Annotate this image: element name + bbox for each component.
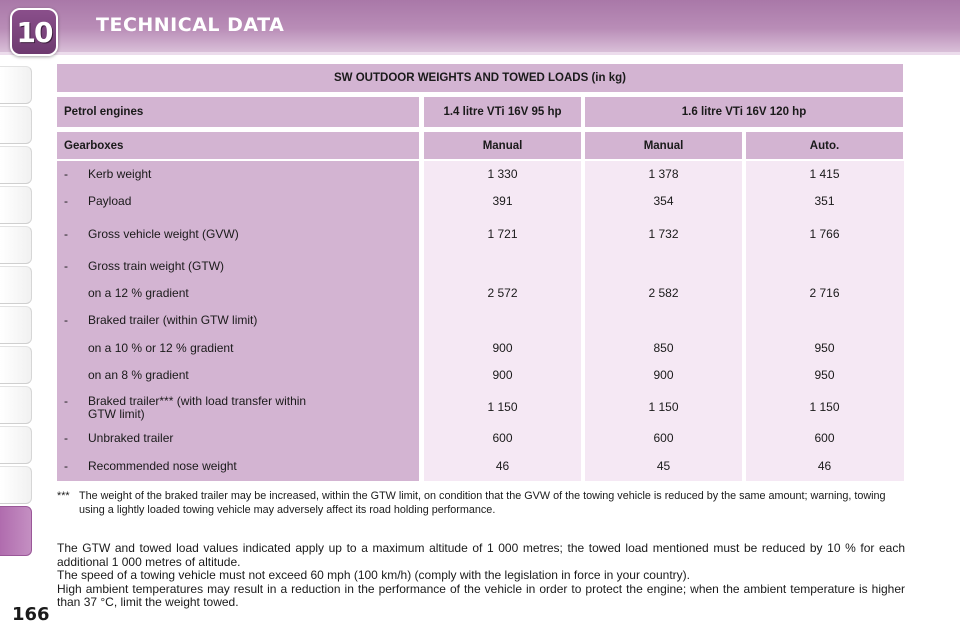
table-cell: 900	[492, 368, 513, 382]
table-cell: 1 150	[809, 400, 840, 414]
chapter-tab[interactable]	[0, 426, 32, 464]
table-cell: 900	[492, 341, 513, 355]
footnote-mark: ***	[57, 490, 70, 502]
gearbox-header: Auto.	[746, 132, 903, 159]
chapter-tab-active[interactable]	[0, 506, 32, 556]
table-cell: 46	[817, 459, 832, 473]
chapter-tab[interactable]	[0, 226, 32, 264]
table-cell: 354	[653, 194, 674, 208]
chapter-badge	[10, 8, 58, 56]
chapter-tab[interactable]	[0, 386, 32, 424]
engine-header: 1.6 litre VTi 16V 120 hp	[585, 97, 903, 127]
table-cell: 1 378	[648, 167, 679, 181]
chapter-tab[interactable]	[0, 306, 32, 344]
table-cell: 1 721	[487, 227, 518, 241]
chapter-number: 10	[16, 15, 52, 49]
table-cell: 600	[814, 431, 835, 445]
page-title: TECHNICAL DATA	[96, 14, 285, 36]
table-cell: 391	[492, 194, 513, 208]
engines-label: Petrol engines	[57, 97, 419, 127]
table-cell: 1 732	[648, 227, 679, 241]
table-cell: 900	[653, 368, 674, 382]
table-cell: 2 582	[648, 286, 679, 300]
table-cell: 950	[814, 341, 835, 355]
note-paragraph: The speed of a towing vehicle must not exceed 60 mph (100 km/h) (comply with the legislation in force in your country).	[57, 568, 690, 582]
table-cell: 1 415	[809, 167, 840, 181]
table-cell: 351	[814, 194, 835, 208]
table-cell: 2 716	[809, 286, 840, 300]
table-cell: 1 766	[809, 227, 840, 241]
table-title: SW OUTDOOR WEIGHTS AND TOWED LOADS (in kg)	[57, 64, 903, 92]
page-number: 166	[12, 604, 50, 625]
gearboxes-label: Gearboxes	[57, 132, 419, 159]
note-paragraph: High ambient temperatures may result in a reduction in the performance of the vehicle in order to protect the engine; when the ambient temperature is higher than 37 °C, limit the weight towed.	[57, 581, 905, 609]
table-cell: 2 572	[487, 286, 518, 300]
gearbox-header: Manual	[424, 132, 581, 159]
notes-block	[57, 542, 905, 610]
table-cell: 600	[492, 431, 513, 445]
table-cell: 950	[814, 368, 835, 382]
table-cell: 600	[653, 431, 674, 445]
chapter-tab[interactable]	[0, 66, 32, 104]
table-cell: 1 150	[648, 400, 679, 414]
chapter-tab[interactable]	[0, 146, 32, 184]
table-cell: 1 330	[487, 167, 518, 181]
chapter-tab[interactable]	[0, 186, 32, 224]
chapter-tab[interactable]	[0, 346, 32, 384]
chapter-tab[interactable]	[0, 266, 32, 304]
table-cell: 850	[653, 341, 674, 355]
note-paragraph: The GTW and towed load values indicated apply up to a maximum altitude of 1 000 metres; the towed load mentioned must be reduced by 10 % for each additional 1 000 metres of altitude.	[57, 541, 905, 569]
engine-header: 1.4 litre VTi 16V 95 hp	[424, 97, 581, 127]
gearbox-header: Manual	[585, 132, 742, 159]
table-cell: 46	[495, 459, 510, 473]
chapter-tab-strip	[0, 66, 34, 576]
chapter-tab[interactable]	[0, 106, 32, 144]
table-cell: 1 150	[487, 400, 518, 414]
chapter-tab[interactable]	[0, 466, 32, 504]
footnote-text: The weight of the braked trailer may be increased, within the GTW limit, on condition that the GVW of the towing vehicle is reduced by the same amount; warning, towing using a lightly loaded towing vehicle may adversely affect its road holding performance.	[79, 490, 886, 516]
table-cell: 45	[656, 459, 671, 473]
